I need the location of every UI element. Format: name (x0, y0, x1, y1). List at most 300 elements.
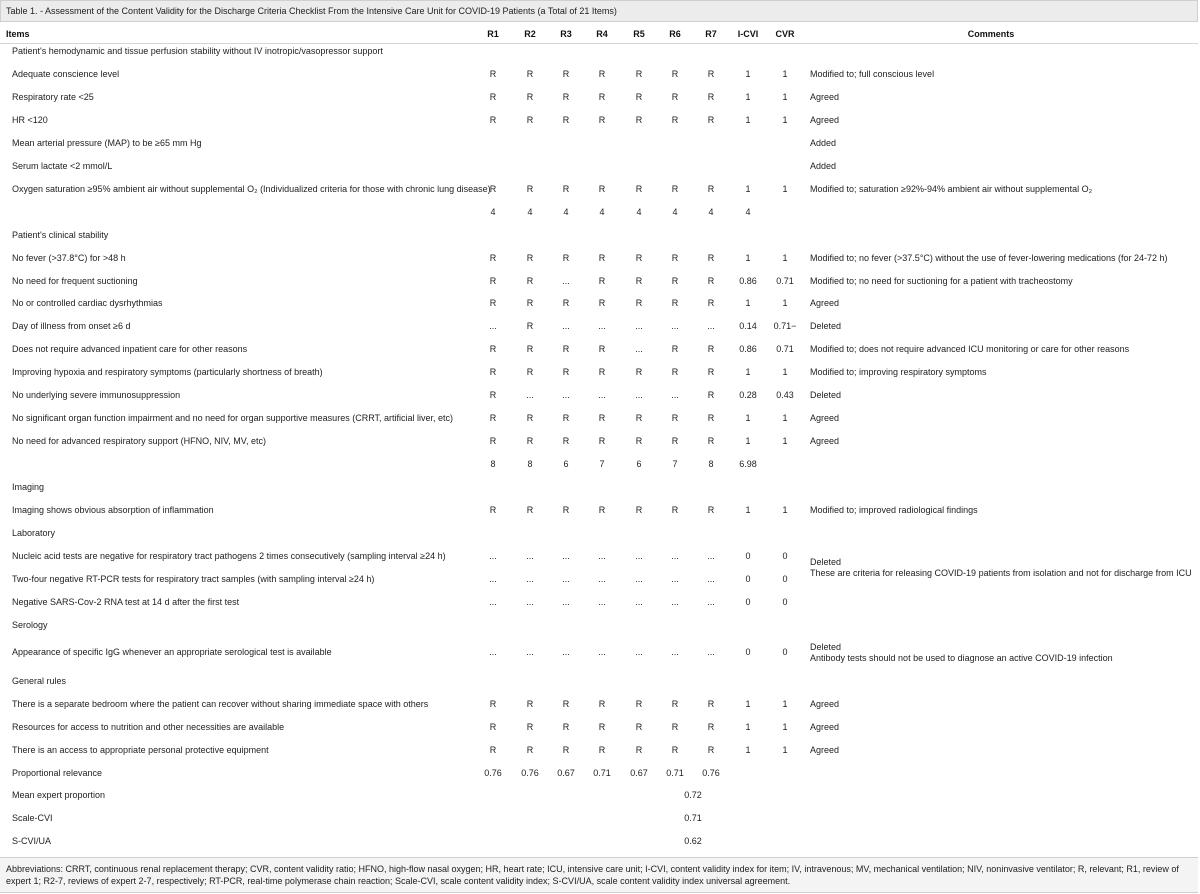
rating-r6: R (671, 253, 679, 263)
rating-r4 (584, 476, 620, 498)
cvr-value: 1 (782, 184, 788, 194)
rating-r2: R (526, 745, 534, 755)
rating-r5: R (635, 699, 643, 709)
rating-r1 (475, 476, 511, 498)
icvi-value: 4 (745, 207, 751, 217)
row-item-text: Negative SARS-Cov-2 RNA test at 14 d after the first test (12, 597, 240, 607)
rating-r5 (621, 40, 657, 62)
row-item-text: No fever (>37.8°C) for >48 h (12, 253, 126, 263)
icvi-value (728, 476, 768, 498)
cvr-value: 1 (782, 436, 788, 446)
header-r3: R3 (560, 29, 572, 39)
rating-r2: R (526, 253, 534, 263)
rating-r2 (512, 476, 548, 498)
icvi-value: 1 (745, 505, 751, 515)
cvr-value: 1 (782, 92, 788, 102)
table-row (0, 384, 1198, 406)
rating-r2: ... (526, 574, 534, 584)
rating-r5: R (635, 69, 643, 79)
rating-r6: R (671, 367, 679, 377)
rating-r1: 0.76 (484, 768, 502, 778)
cvr-value: 0 (782, 597, 788, 607)
row-item-text: Imaging (12, 482, 45, 492)
rating-r1 (475, 522, 511, 544)
row-item-text: Patient's hemodynamic and tissue perfusion stability without IV inotropic/vasopressor support (12, 46, 383, 56)
comment-text: Modified to; improving respiratory symptoms (810, 367, 987, 377)
laboratory-note (810, 557, 1192, 579)
rating-r4: ... (598, 647, 606, 657)
rating-r4 (584, 224, 620, 246)
cvr-value (767, 155, 803, 177)
rating-r2: R (526, 505, 534, 515)
icvi-value (728, 224, 768, 246)
header-r5: R5 (633, 29, 645, 39)
rating-r4: ... (598, 321, 606, 331)
table-caption: Table 1. - Assessment of the Content Validity for the Discharge Criteria Checklist From the Intensive Care Unit for COVID-19 Patients (a Total of 21 Items) (0, 0, 1198, 22)
serology-note (810, 642, 1113, 664)
table-row (0, 315, 1198, 337)
header-cvr: CVR (775, 29, 795, 39)
table-row (0, 86, 1198, 108)
icvi-value: 1 (745, 115, 751, 125)
rating-r3: R (562, 505, 570, 515)
comment-text: Agreed (810, 115, 840, 125)
rating-r6: R (671, 699, 679, 709)
rating-r4: R (598, 184, 606, 194)
rating-r2: ... (526, 597, 534, 607)
row-item-text: Improving hypoxia and respiratory symptoms (particularly shortness of breath) (12, 367, 323, 377)
table-row (0, 224, 1198, 246)
rating-r4: R (598, 276, 606, 286)
comment-text: Added (810, 138, 837, 148)
rating-r2 (512, 155, 548, 177)
table-row (0, 430, 1198, 452)
rating-r1 (475, 670, 511, 692)
comment-text: Agreed (810, 413, 840, 423)
icvi-value: 1 (745, 253, 751, 263)
rating-r2: R (526, 367, 534, 377)
rating-r3 (548, 224, 584, 246)
rating-r3: R (562, 115, 570, 125)
cvr-value: 1 (782, 699, 788, 709)
rating-r4: 4 (599, 207, 605, 217)
table-row (0, 63, 1198, 85)
rating-r4 (584, 614, 620, 636)
icvi-value: 6.98 (739, 459, 757, 469)
icvi-value: 1 (745, 298, 751, 308)
cvr-value: 0.71− (773, 321, 797, 331)
rating-r3: R (562, 69, 570, 79)
rating-r7: 0.76 (702, 768, 720, 778)
rating-r1: ... (489, 574, 497, 584)
cvr-value (767, 224, 803, 246)
rating-r3 (548, 614, 584, 636)
rating-r6: R (671, 505, 679, 515)
table-row (0, 499, 1198, 521)
rating-r7: R (707, 184, 715, 194)
rating-r2: R (526, 115, 534, 125)
rating-r1 (475, 132, 511, 154)
header-r2: R2 (524, 29, 536, 39)
rating-r4: R (598, 436, 606, 446)
table-row (0, 522, 1198, 544)
rating-r6 (657, 155, 693, 177)
rating-r7: ... (707, 574, 715, 584)
rating-r5: ... (635, 344, 643, 354)
row-item-text: Adequate conscience level (12, 69, 120, 79)
rating-r7: R (707, 722, 715, 732)
rating-r3: R (562, 367, 570, 377)
cvr-value: 1 (782, 253, 788, 263)
rating-r4: R (598, 722, 606, 732)
row-item-text: Nucleic acid tests are negative for respiratory tract pathogens 2 times consecutively (sampling interval ≥24 h) (12, 551, 446, 561)
rating-r6: 7 (672, 459, 678, 469)
rating-r5: ... (635, 321, 643, 331)
rating-r7: R (707, 344, 715, 354)
row-item-text: No need for frequent suctioning (12, 276, 138, 286)
rating-r6: ... (671, 390, 679, 400)
rating-r4: R (598, 298, 606, 308)
rating-r3: ... (562, 321, 570, 331)
rating-r4: ... (598, 390, 606, 400)
rating-r7 (693, 522, 729, 544)
rating-r3: 4 (563, 207, 569, 217)
rating-r2: R (526, 344, 534, 354)
cvr-value: 0.71 (776, 276, 794, 286)
comment-text: Deleted (810, 390, 842, 400)
rating-r3 (548, 522, 584, 544)
table-row (0, 361, 1198, 383)
rating-r3: 6 (563, 459, 569, 469)
rating-r7 (693, 40, 729, 62)
icvi-value: 1 (745, 367, 751, 377)
rating-r5: R (635, 92, 643, 102)
rating-r3: ... (562, 276, 570, 286)
rating-r7: R (707, 298, 715, 308)
rating-r3: ... (562, 597, 570, 607)
comment-text: Added (810, 161, 837, 171)
header-r6: R6 (669, 29, 681, 39)
rating-r5 (621, 476, 657, 498)
icvi-value: 0 (745, 574, 751, 584)
rating-r1: R (489, 115, 497, 125)
rating-r6: R (671, 722, 679, 732)
rating-r1: R (489, 390, 497, 400)
cvr-value (767, 453, 803, 475)
rating-r5: ... (635, 647, 643, 657)
rating-r1: R (489, 505, 497, 515)
rating-r1: R (489, 699, 497, 709)
cvr-value (767, 670, 803, 692)
cvr-value: 1 (782, 115, 788, 125)
rating-r7: ... (707, 647, 715, 657)
icvi-value (728, 132, 768, 154)
comment-text: Agreed (810, 436, 840, 446)
rating-r7: R (707, 745, 715, 755)
cvr-value (767, 614, 803, 636)
row-item-text: Proportional relevance (12, 768, 103, 778)
row-item-text: Appearance of specific IgG whenever an appropriate serological test is available (12, 647, 332, 657)
rating-r1 (475, 614, 511, 636)
rating-r1: ... (489, 647, 497, 657)
cvr-value: 0.43 (776, 390, 794, 400)
rating-r2: R (526, 276, 534, 286)
comment-text: Modified to; saturation ≥92%-94% ambient air without supplemental O₂ (810, 184, 1093, 194)
rating-r1: R (489, 276, 497, 286)
rating-r5: R (635, 505, 643, 515)
rating-r6 (657, 224, 693, 246)
rating-r3: 0.67 (557, 768, 575, 778)
row-item-text: Imaging shows obvious absorption of inflammation (12, 505, 214, 515)
rating-r1 (475, 155, 511, 177)
cvr-value: 1 (782, 505, 788, 515)
header-icvi: I-CVI (737, 29, 759, 39)
table-row (0, 178, 1198, 200)
cvr-value: 1 (782, 69, 788, 79)
rating-r5: 6 (636, 459, 642, 469)
rating-r7: R (707, 69, 715, 79)
rating-r4: 0.71 (593, 768, 611, 778)
rating-r3: R (562, 298, 570, 308)
rating-r2 (512, 522, 548, 544)
table-row (0, 270, 1198, 292)
rating-r3: R (562, 722, 570, 732)
rating-r6: R (671, 344, 679, 354)
rating-r6: ... (671, 574, 679, 584)
row-item-text: Respiratory rate <25 (12, 92, 94, 102)
cvr-value: 1 (782, 413, 788, 423)
comment-text: Agreed (810, 745, 840, 755)
rating-r5 (621, 522, 657, 544)
row-item-text: Serology (12, 620, 48, 630)
icvi-value (728, 40, 768, 62)
rating-r2: 8 (527, 459, 533, 469)
rating-r6: R (671, 184, 679, 194)
rating-r3 (548, 670, 584, 692)
rating-r1: R (489, 344, 497, 354)
rating-r1: R (489, 92, 497, 102)
rating-r3: R (562, 413, 570, 423)
rating-r4: R (598, 115, 606, 125)
rating-r6: 0.71 (666, 768, 684, 778)
rating-r6: R (671, 276, 679, 286)
icvi-value (728, 155, 768, 177)
rating-r2 (512, 614, 548, 636)
table-row (0, 338, 1198, 360)
icvi-value: 1 (745, 722, 751, 732)
rating-r7: ... (707, 597, 715, 607)
row-item-text: Oxygen saturation ≥95% ambient air without supplemental O₂ (Individualized criteria for those with chronic lung disease) (12, 184, 491, 194)
table-row (0, 132, 1198, 154)
summary-row (0, 807, 1198, 829)
comment-text: Agreed (810, 722, 840, 732)
row-item-text: HR <120 (12, 115, 48, 125)
icvi-value: 1 (745, 413, 751, 423)
rating-r4: ... (598, 551, 606, 561)
table-footnote: Abbreviations: CRRT, continuous renal replacement therapy; CVR, content validity ratio; HFNO, high-flow nasal oxygen; HR, heart rate; ICU, intensive care unit; I-CVI, content validity index for item; IV, intravenous; MV, mechanical ventilation; NIV, noninvasive ventilator; R, relevant; R1, review of expert 1; R2-7, reviews of expert 2-7, respectively; RT-PCR, real-time polymerase chain reaction; Scale-CVI, scale content validity index; S-CVI/UA, scale content validity index universal agreement. (0, 857, 1198, 893)
table-row (0, 292, 1198, 314)
comment-text: Agreed (810, 92, 840, 102)
rating-r2: R (526, 69, 534, 79)
rating-r5: R (635, 276, 643, 286)
rating-r5: R (635, 367, 643, 377)
cvr-value (767, 762, 803, 784)
rating-r2: R (526, 436, 534, 446)
rating-r3: ... (562, 390, 570, 400)
rating-r4: R (598, 413, 606, 423)
cvr-value: 0 (782, 647, 788, 657)
rating-r2 (512, 132, 548, 154)
rating-r6 (657, 132, 693, 154)
rating-r5: ... (635, 574, 643, 584)
rating-r1: R (489, 298, 497, 308)
rating-r6 (657, 614, 693, 636)
rating-r5: R (635, 298, 643, 308)
cvr-value: 1 (782, 745, 788, 755)
rating-r2: R (526, 321, 534, 331)
summary-label: S-CVI/UA (12, 836, 52, 846)
laboratory-note-reason: These are criteria for releasing COVID-19 patients from isolation and not for discharge from ICU (810, 568, 1192, 578)
table-row (0, 407, 1198, 429)
rating-r3: R (562, 436, 570, 446)
row-item-text: Serum lactate <2 mmol/L (12, 161, 113, 171)
comment-text: Agreed (810, 298, 840, 308)
rating-r1: R (489, 69, 497, 79)
rating-r4: R (598, 344, 606, 354)
rating-r6: R (671, 413, 679, 423)
rating-r6: ... (671, 597, 679, 607)
rating-r3: R (562, 92, 570, 102)
rating-r4: R (598, 367, 606, 377)
rating-r2: ... (526, 647, 534, 657)
rating-r4: 7 (599, 459, 605, 469)
rating-r3: R (562, 344, 570, 354)
rating-r7: ... (707, 321, 715, 331)
rating-r7: 8 (708, 459, 714, 469)
icvi-value: 0 (745, 551, 751, 561)
summary-row (0, 830, 1198, 852)
summary-row (0, 784, 1198, 806)
rating-r3: ... (562, 551, 570, 561)
rating-r4: R (598, 253, 606, 263)
comment-text: Modified to; no need for suctioning for a patient with tracheostomy (810, 276, 1073, 286)
rating-r5: R (635, 436, 643, 446)
rating-r1: ... (489, 321, 497, 331)
rating-r4: ... (598, 597, 606, 607)
row-item-text: Patient's clinical stability (12, 230, 109, 240)
rating-r5: R (635, 722, 643, 732)
rating-r3: R (562, 699, 570, 709)
rating-r6: R (671, 92, 679, 102)
rating-r7: 4 (708, 207, 714, 217)
rating-r6 (657, 670, 693, 692)
cvr-value: 1 (782, 298, 788, 308)
cvr-value (767, 40, 803, 62)
rating-r5 (621, 670, 657, 692)
rating-r3: ... (562, 647, 570, 657)
row-item-text: There is a separate bedroom where the patient can recover without sharing immediate space with others (12, 699, 429, 709)
rating-r7: R (707, 92, 715, 102)
rating-r1: R (489, 436, 497, 446)
rating-r4: R (598, 92, 606, 102)
rating-r1: R (489, 745, 497, 755)
rating-r3 (548, 132, 584, 154)
rating-r7 (693, 155, 729, 177)
rating-r6: R (671, 115, 679, 125)
header-comments: Comments (967, 29, 1015, 39)
rating-r1: R (489, 722, 497, 732)
comment-text: Agreed (810, 699, 840, 709)
rating-r6: R (671, 745, 679, 755)
rating-r1: ... (489, 597, 497, 607)
rating-r2: ... (526, 551, 534, 561)
rating-r2: R (526, 298, 534, 308)
cvr-value: 0 (782, 551, 788, 561)
table-row (0, 591, 1198, 613)
icvi-value (728, 522, 768, 544)
rating-r7: R (707, 699, 715, 709)
summary-value: 0.71 (684, 813, 702, 823)
rating-r7: R (707, 367, 715, 377)
table-row (0, 247, 1198, 269)
rating-r3: R (562, 184, 570, 194)
rating-r7 (693, 670, 729, 692)
icvi-value: 0.86 (739, 276, 757, 286)
rating-r2: 0.76 (521, 768, 539, 778)
row-item-text: There is an access to appropriate personal protective equipment (12, 745, 269, 755)
rating-r1: R (489, 413, 497, 423)
table-row (0, 109, 1198, 131)
rating-r6: ... (671, 647, 679, 657)
rating-r7: R (707, 390, 715, 400)
rating-r1: R (489, 367, 497, 377)
row-item-text: No significant organ function impairment and no need for organ supportive measures (CRRT, artificial liver, etc) (12, 413, 454, 423)
rating-r6: ... (671, 321, 679, 331)
rating-r7 (693, 614, 729, 636)
rating-r1: R (489, 253, 497, 263)
row-item-text: Mean arterial pressure (MAP) to be ≥65 mm Hg (12, 138, 202, 148)
icvi-value (728, 670, 768, 692)
row-item-text: Laboratory (12, 528, 56, 538)
rating-r7: ... (707, 551, 715, 561)
rating-r2: R (526, 722, 534, 732)
icvi-value: 0 (745, 647, 751, 657)
cvr-value (767, 201, 803, 223)
rating-r2: 4 (527, 207, 533, 217)
serology-note-reason: Antibody tests should not be used to diagnose an active COVID-19 infection (810, 653, 1113, 663)
icvi-value: 1 (745, 92, 751, 102)
rating-r5: ... (635, 597, 643, 607)
rating-r7 (693, 132, 729, 154)
row-item-text: No or controlled cardiac dysrhythmias (12, 298, 163, 308)
rating-r7: R (707, 276, 715, 286)
rating-r1: ... (489, 551, 497, 561)
row-item-text: Day of illness from onset ≥6 d (12, 321, 131, 331)
rating-r1 (475, 40, 511, 62)
summary-label: Scale-CVI (12, 813, 53, 823)
icvi-value: 0.28 (739, 390, 757, 400)
icvi-value: 0.14 (739, 321, 757, 331)
cvr-value: 0 (782, 574, 788, 584)
table-row (0, 762, 1198, 784)
rating-r5: 4 (636, 207, 642, 217)
rating-r7: R (707, 505, 715, 515)
table-row (0, 693, 1198, 715)
rating-r7 (693, 476, 729, 498)
row-item-text: Two-four negative RT-PCR tests for respiratory tract samples (with sampling interval ≥24 h) (12, 574, 375, 584)
row-item-text: General rules (12, 676, 67, 686)
rating-r4 (584, 522, 620, 544)
